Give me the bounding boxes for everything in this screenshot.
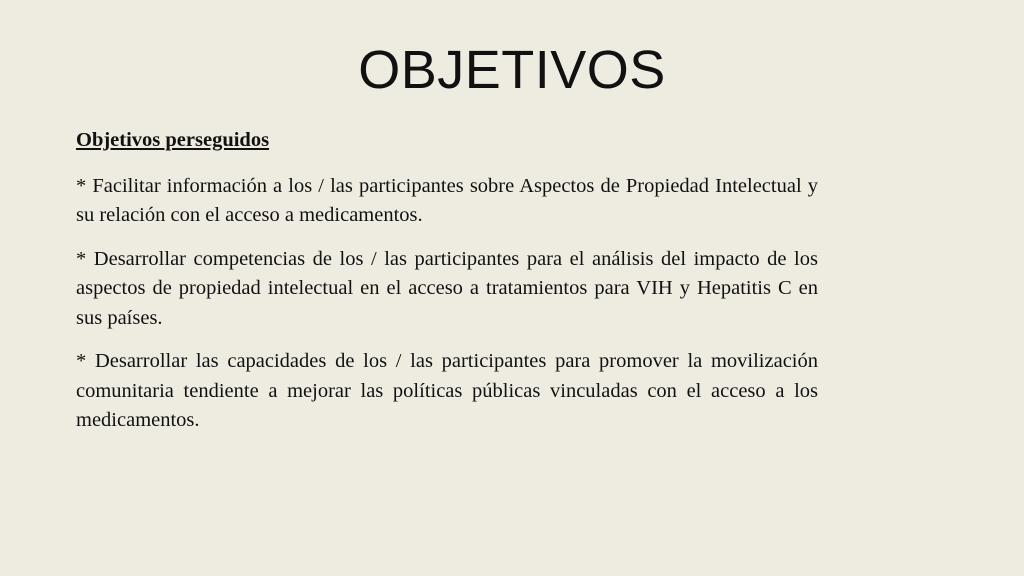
- slide-content: [76, 126, 818, 450]
- objective-paragraph-3: * Desarrollar las capacidades de los / las participantes para promover la movilización comunitaria tendiente a mejorar las políticas públicas vinculadas con el acceso a los medicamentos.: [76, 350, 818, 431]
- slide-title: OBJETIVOS: [358, 40, 666, 100]
- section-heading: Objetivos perseguidos: [76, 129, 270, 151]
- objective-paragraph-2: * Desarrollar competencias de los / las participantes para el análisis del impacto de los aspectos de propiedad intelectual en el acceso a tratamientos para VIH y Hepatitis C en sus países.: [76, 247, 818, 329]
- objective-paragraph-1: * Facilitar información a los / las participantes sobre Aspectos de Propiedad Intelectual y su relación con el acceso a medicamentos.: [76, 174, 818, 226]
